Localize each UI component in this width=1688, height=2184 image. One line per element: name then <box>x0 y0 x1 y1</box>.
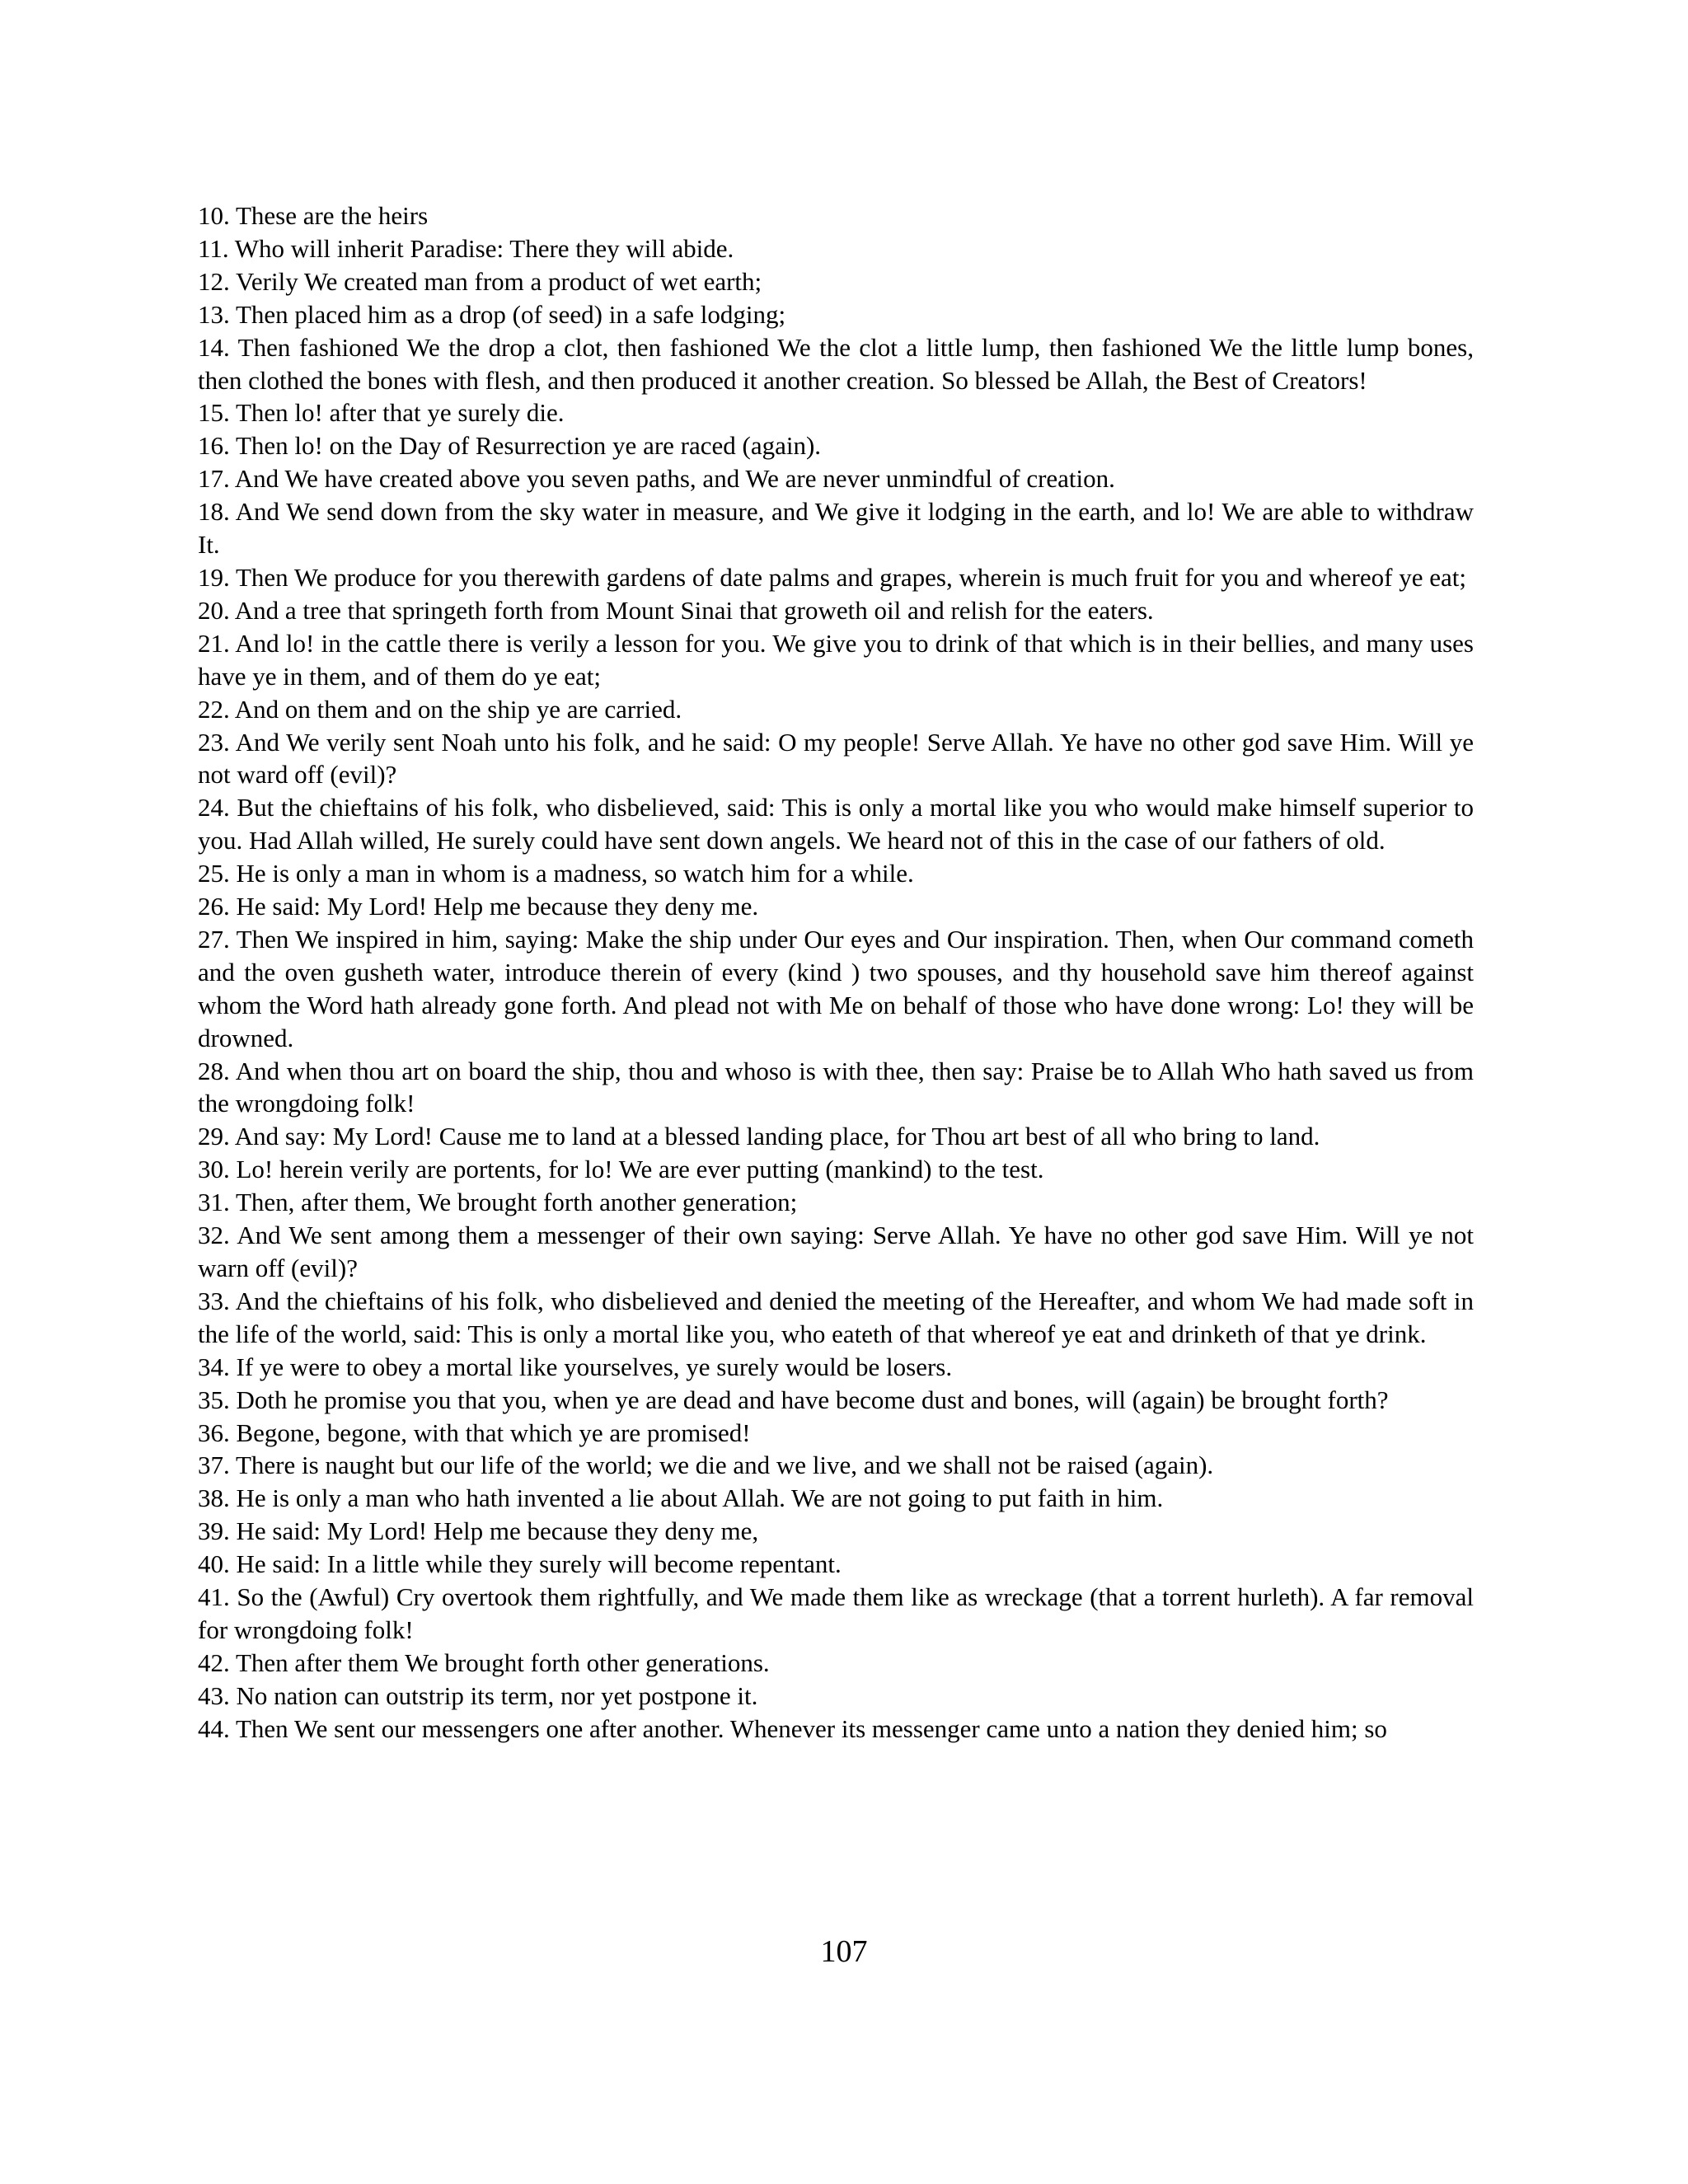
verse-43: 43. No nation can outstrip its term, nor yet postpone it. <box>198 1680 758 1710</box>
verse-19: 19. Then We produce for you therewith gardens of date palms and grapes, wherein is much fruit for you and whereof ye eat; <box>198 562 1466 592</box>
verse-10: 10. These are the heirs <box>198 201 429 230</box>
verse-28: 28. And when thou art on board the ship, thou and whoso is with thee, then say: Praise be to Allah Who hath saved us from the wrongdoing folk! <box>198 1056 1474 1118</box>
verse-29: 29. And say: My Lord! Cause me to land at a blessed landing place, for Thou art best of all who bring to land. <box>198 1122 1320 1151</box>
verse-21: 21. And lo! in the cattle there is verily a lesson for you. We give you to drink of that which is in their bellies, and many uses have ye in them, and of them do ye eat; <box>198 628 1474 691</box>
verse-39: 39. He said: My Lord! Help me because they deny me, <box>198 1516 759 1546</box>
verse-22: 22. And on them and on the ship ye are carried. <box>198 694 682 724</box>
verse-15: 15. Then lo! after that ye surely die. <box>198 398 565 428</box>
verse-18: 18. And We send down from the sky water in measure, and We give it lodging in the earth, and lo! We are able to withdraw It. <box>198 497 1474 560</box>
verse-44: 44. Then We sent our messengers one after another. Whenever its messenger came unto a nation they denied him; so <box>198 1713 1387 1743</box>
verse-17: 17. And We have created above you seven paths, and We are never unmindful of creation. <box>198 464 1115 494</box>
verse-40: 40. He said: In a little while they surely will become repentant. <box>198 1549 842 1579</box>
verse-24: 24. But the chieftains of his folk, who disbelieved, said: This is only a mortal like you who would make himself superior to you. Had Allah willed, He surely could have sent down angels. We heard not of this in the case of our fathers of old. <box>198 793 1474 855</box>
verse-38: 38. He is only a man who hath invented a lie about Allah. We are not going to put faith in him. <box>198 1483 1164 1513</box>
verse-12: 12. Verily We created man from a product of wet earth; <box>198 266 762 296</box>
verse-27: 27. Then We inspired in him, saying: Make the ship under Our eyes and Our inspiration. Then, when Our command cometh and the oven gusheth water, introduce therein of every (kind ) two spouses, and thy household save him thereof against whom the Word hath already gone forth. And plead not with Me on behalf of those who have done wrong: Lo! they will be drowned. <box>198 924 1474 1052</box>
page-number: 107 <box>820 1934 868 1969</box>
verse-36: 36. Begone, begone, with that which ye are promised! <box>198 1418 751 1447</box>
verse-23: 23. And We verily sent Noah unto his folk, and he said: O my people! Serve Allah. Ye have no other god save Him. Will ye not ward off (evil)? <box>198 727 1474 790</box>
verse-42: 42. Then after them We brought forth other generations. <box>198 1647 770 1677</box>
verse-11: 11. Who will inherit Paradise: There they will abide. <box>198 233 734 263</box>
verse-31: 31. Then, after them, We brought forth another generation; <box>198 1188 798 1217</box>
verse-30: 30. Lo! herein verily are portents, for lo! We are ever putting (mankind) to the test. <box>198 1155 1044 1184</box>
verse-16: 16. Then lo! on the Day of Resurrection ye are raced (again). <box>198 431 822 461</box>
verse-33: 33. And the chieftains of his folk, who disbelieved and denied the meeting of the Hereafter, and whom We had made soft in the life of the world, said: This is only a mortal like you, who eateth of that whereof ye eat and drinketh of that ye drink. <box>198 1286 1474 1348</box>
verse-32: 32. And We sent among them a messenger of their own saying: Serve Allah. Ye have no other god save Him. Will ye not warn off (evil)? <box>198 1221 1474 1282</box>
verse-35: 35. Doth he promise you that you, when ye are dead and have become dust and bones, will (again) be brought forth? <box>198 1385 1389 1414</box>
verse-41: 41. So the (Awful) Cry overtook them rightfully, and We made them like as wreckage (that a torrent hurleth). A far removal for wrongdoing folk! <box>198 1582 1474 1644</box>
verse-25: 25. He is only a man in whom is a madness, so watch him for a while. <box>198 859 914 888</box>
verse-34: 34. If ye were to obey a mortal like yourselves, ye surely would be losers. <box>198 1352 953 1381</box>
verse-20: 20. And a tree that springeth forth from Mount Sinai that groweth oil and relish for the eaters. <box>198 595 1154 625</box>
verse-37: 37. There is naught but our life of the world; we die and we live, and we shall not be raised (again). <box>198 1451 1214 1480</box>
verse-text-block <box>198 199 1474 1746</box>
verse-26: 26. He said: My Lord! Help me because they deny me. <box>198 892 759 921</box>
verse-13: 13. Then placed him as a drop (of seed) in a safe lodging; <box>198 299 786 329</box>
verse-14: 14. Then fashioned We the drop a clot, then fashioned We the clot a little lump, then fashioned We the little lump bones, then clothed the bones with flesh, and then produced it another creation. So blessed be Allah, the Best of Creators! <box>198 332 1474 395</box>
